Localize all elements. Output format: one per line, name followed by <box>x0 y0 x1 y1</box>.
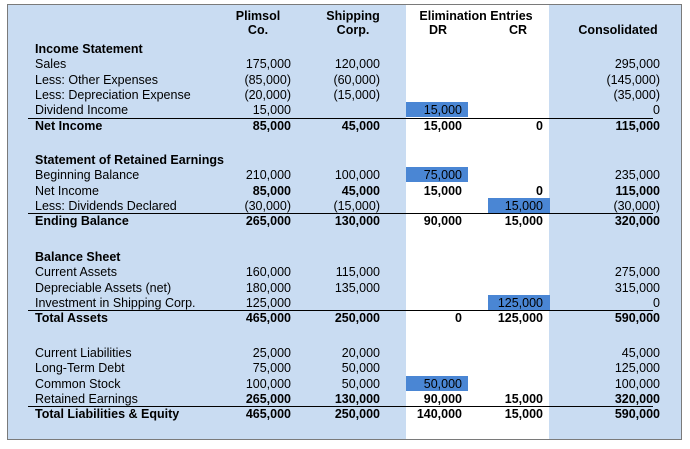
cell-cr: 125,000 <box>497 295 543 310</box>
cell-plimsol: (20,000) <box>244 87 291 102</box>
header-plimsol-1: Plimsol <box>235 9 281 23</box>
cell-dr: 50,000 <box>423 376 462 391</box>
cell-plimsol: 25,000 <box>252 346 291 360</box>
row-label: Net Income <box>35 183 99 198</box>
cell-consolidated: 125,000 <box>614 361 660 376</box>
header-shipping-2: Corp. <box>336 23 370 37</box>
cell-shipping: 50,000 <box>341 361 380 376</box>
cell-dr: 75,000 <box>423 168 462 183</box>
cell-shipping: 20,000 <box>341 346 380 360</box>
section-title: Income Statement <box>35 42 143 56</box>
row-label: Less: Other Expenses <box>35 72 158 87</box>
cell-consolidated: 590,000 <box>614 407 660 422</box>
total-label: Total Liabilities & Equity <box>35 407 180 422</box>
cell-plimsol: 100,000 <box>245 376 291 391</box>
cell-plimsol: 15,000 <box>252 103 291 118</box>
cell-consolidated: (30,000) <box>613 198 660 213</box>
cell-dr: 15,000 <box>423 103 462 118</box>
row-label: Common Stock <box>35 376 121 391</box>
cell-plimsol: 175,000 <box>245 57 291 72</box>
row-label: Dividend Income <box>35 103 129 118</box>
row-label: Long-Term Debt <box>35 361 125 376</box>
cell-consolidated: 100,000 <box>614 376 660 391</box>
cell-consolidated: 590,000 <box>614 311 660 326</box>
header-shipping-1: Shipping <box>326 9 380 23</box>
cell-plimsol: 180,000 <box>245 280 291 295</box>
total-label: Total Assets <box>35 311 108 326</box>
cell-plimsol: 265,000 <box>245 214 291 229</box>
total-label: Net Income <box>35 118 103 133</box>
cell-consolidated: 315,000 <box>614 280 660 295</box>
cell-cr: 15,000 <box>504 214 543 229</box>
cell-shipping: 130,000 <box>334 214 380 229</box>
cell-plimsol: 210,000 <box>245 168 291 183</box>
cell-shipping: 50,000 <box>341 376 380 391</box>
cell-shipping: 45,000 <box>341 118 380 133</box>
section-title: Statement of Retained Earnings <box>35 153 224 167</box>
cell-consolidated: 0 <box>653 103 660 118</box>
header-cr: CR <box>508 23 528 37</box>
cell-consolidated: 115,000 <box>615 183 660 198</box>
cell-consolidated: 295,000 <box>614 57 660 72</box>
cell-consolidated: 45,000 <box>621 346 660 360</box>
row-label: Current Assets <box>35 265 117 280</box>
cell-cr: 15,000 <box>504 407 543 422</box>
cell-consolidated: 0 <box>653 295 660 310</box>
row-label: Current Liabilities <box>35 346 132 360</box>
cell-shipping: 100,000 <box>334 168 380 183</box>
cell-plimsol: 465,000 <box>245 407 291 422</box>
cell-plimsol: 465,000 <box>245 311 291 326</box>
row-label: Sales <box>35 57 67 72</box>
cell-cr: 0 <box>536 183 543 198</box>
row-label: Less: Depreciation Expense <box>35 87 191 102</box>
cell-cr: 15,000 <box>504 198 543 213</box>
cell-consolidated: 275,000 <box>614 265 660 280</box>
row-label: Beginning Balance <box>35 168 140 183</box>
cell-dr: 15,000 <box>423 118 462 133</box>
cell-dr: 140,000 <box>416 407 462 422</box>
cell-shipping: 135,000 <box>334 280 380 295</box>
row-label: Retained Earnings <box>35 391 138 406</box>
cell-cr: 125,000 <box>497 311 543 326</box>
cell-consolidated: (35,000) <box>613 87 660 102</box>
cell-dr: 15,000 <box>423 183 462 198</box>
cell-consolidated: 320,000 <box>614 391 660 406</box>
cell-plimsol: 125,000 <box>245 295 291 310</box>
cell-shipping: (15,000) <box>333 198 380 213</box>
cell-shipping: 250,000 <box>334 407 380 422</box>
header-consolidated: Consolidated <box>578 23 658 37</box>
total-label: Ending Balance <box>35 214 129 229</box>
header-plimsol-2: Co. <box>247 23 269 37</box>
cell-consolidated: (145,000) <box>606 72 660 87</box>
header-elimination: Elimination Entries <box>419 9 533 23</box>
cell-dr: 90,000 <box>423 391 462 406</box>
cell-plimsol: (85,000) <box>244 72 291 87</box>
section-title: Balance Sheet <box>35 250 121 264</box>
cell-shipping: 115,000 <box>335 265 380 280</box>
cell-cr: 0 <box>536 118 543 133</box>
cell-cr: 15,000 <box>504 391 543 406</box>
consolidation-worksheet <box>7 4 682 440</box>
row-label: Investment in Shipping Corp. <box>35 295 196 310</box>
cell-plimsol: 75,000 <box>252 361 291 376</box>
cell-shipping: 250,000 <box>334 311 380 326</box>
cell-dr: 90,000 <box>423 214 462 229</box>
cell-plimsol: 85,000 <box>252 183 291 198</box>
header-dr: DR <box>428 23 448 37</box>
cell-shipping: 130,000 <box>334 391 380 406</box>
cell-consolidated: 115,000 <box>615 118 660 133</box>
cell-plimsol: (30,000) <box>244 198 291 213</box>
cell-dr: 0 <box>455 311 462 326</box>
cell-shipping: 120,000 <box>334 57 380 72</box>
cell-shipping: (60,000) <box>333 72 380 87</box>
row-label: Depreciable Assets (net) <box>35 280 172 295</box>
cell-plimsol: 85,000 <box>252 118 291 133</box>
cell-consolidated: 320,000 <box>614 214 660 229</box>
cell-shipping: 45,000 <box>341 183 380 198</box>
cell-consolidated: 235,000 <box>614 168 660 183</box>
row-label: Less: Dividends Declared <box>35 198 177 213</box>
cell-plimsol: 160,000 <box>245 265 291 280</box>
cell-shipping: (15,000) <box>333 87 380 102</box>
cell-plimsol: 265,000 <box>245 391 291 406</box>
